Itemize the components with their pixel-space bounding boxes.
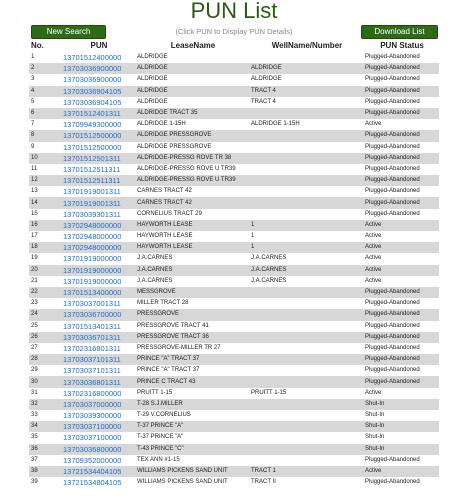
table-row <box>29 253 439 264</box>
row-number: 17 <box>31 233 38 240</box>
pun-link[interactable]: 13701513401311 <box>63 321 121 331</box>
pun-status: Plugged-Abandoned <box>363 63 439 74</box>
row-number: 21 <box>31 277 38 284</box>
new-search-button[interactable]: New Search <box>31 25 106 39</box>
pun-status: Active <box>363 265 439 276</box>
pun-link[interactable]: 13702316801311 <box>63 343 121 353</box>
lease-name: MESSGROVE <box>135 287 249 298</box>
table-row <box>29 309 439 320</box>
well-name <box>249 410 363 421</box>
row-number: 26 <box>29 332 61 343</box>
table-row <box>29 388 439 399</box>
pun-status: Active <box>363 466 439 477</box>
lease-name: T-29 V.CORNELIUS <box>137 412 191 419</box>
well-name: J.A.CARNES <box>249 265 363 276</box>
pun-link[interactable]: 13701919000000 <box>63 276 122 286</box>
well-name: TRACT II <box>251 479 276 486</box>
pun-status: Shut-In <box>363 444 439 455</box>
pun-status: Active <box>365 389 382 396</box>
row-number: 28 <box>29 354 61 365</box>
pun-status: Plugged-Abandoned <box>363 153 439 164</box>
pun-status: Plugged-Abandoned <box>365 76 420 83</box>
pun-status: Plugged-Abandoned <box>363 197 439 208</box>
pun-status: Plugged-Abandoned <box>365 479 420 486</box>
pun-status: Shut-In <box>363 421 439 432</box>
pun-link[interactable]: 13701512511311 <box>61 175 135 186</box>
well-name <box>249 186 363 197</box>
pun-status: Plugged-Abandoned <box>365 300 420 307</box>
lease-name: PRESSGROVE <box>135 309 249 320</box>
pun-status: Plugged-Abandoned <box>365 367 420 374</box>
well-name <box>249 52 363 64</box>
well-name <box>249 354 363 365</box>
pun-link[interactable]: 13703037100000 <box>63 433 122 443</box>
table-row <box>29 142 439 153</box>
row-number: 18 <box>29 242 61 253</box>
pun-status: Plugged-Abandoned <box>363 332 439 343</box>
well-name <box>249 108 363 119</box>
pun-status: Plugged-Abandoned <box>363 287 439 298</box>
table-row <box>29 209 439 220</box>
well-name: ALDRIDGE <box>249 63 363 74</box>
row-number: 12 <box>29 175 61 186</box>
row-number: 9 <box>31 143 35 150</box>
table-body <box>29 52 439 489</box>
row-number: 3 <box>31 76 35 83</box>
page-subtitle: (Click PUN to Display PUN Details) <box>175 27 293 36</box>
column-header-lease: LeaseName <box>135 40 249 52</box>
lease-name: PRESSGROVE TRACT 41 <box>137 322 209 329</box>
pun-link[interactable]: 13701919001311 <box>61 197 135 208</box>
pun-link[interactable]: 13703037101311 <box>63 366 121 376</box>
lease-name: ALDRIDGE <box>137 98 168 105</box>
pun-status: Plugged-Abandoned <box>365 456 420 463</box>
pun-link[interactable]: 13721534404105 <box>61 466 135 477</box>
well-name <box>249 432 363 443</box>
pun-status: Active <box>365 233 382 240</box>
pun-status: Plugged-Abandoned <box>365 188 420 195</box>
lease-name: ALDRIDGE <box>135 63 249 74</box>
lease-name: PRINCE "A" TRACT 37 <box>135 354 249 365</box>
well-name <box>249 332 363 343</box>
lease-name: J.A.CARNES <box>135 265 249 276</box>
well-name <box>249 142 363 153</box>
row-number: 27 <box>31 344 38 351</box>
well-name: TRACT 1 <box>249 466 363 477</box>
lease-name: HAYWORTH LEASE <box>135 220 249 231</box>
well-name <box>249 399 363 410</box>
well-name <box>249 130 363 141</box>
pun-link[interactable]: 13701512400000 <box>63 53 122 63</box>
row-number: 35 <box>31 434 38 441</box>
row-number: 11 <box>31 165 38 172</box>
pun-status: Plugged-Abandoned <box>363 354 439 365</box>
lease-name: WILLIAMS PICKENS SAND UNIT <box>137 479 228 486</box>
pun-status: Plugged-Abandoned <box>363 86 439 97</box>
well-name <box>249 164 363 175</box>
table-row <box>29 86 439 97</box>
lease-name: ALDRIDGE-PRESSG ROVE TR 38 <box>135 153 249 164</box>
row-number: 30 <box>29 376 61 387</box>
pun-status: Plugged-Abandoned <box>363 108 439 119</box>
table-row <box>29 108 439 119</box>
table-row <box>29 421 439 432</box>
table-row <box>29 74 439 85</box>
well-name <box>249 175 363 186</box>
row-number: 31 <box>31 389 38 396</box>
pun-link[interactable]: 13703039300000 <box>63 411 122 421</box>
row-number: 14 <box>29 197 61 208</box>
lease-name: TEX ANN #1-15 <box>137 456 180 463</box>
well-name: 1 <box>251 233 255 240</box>
pun-link[interactable]: 13701919001311 <box>63 187 121 197</box>
row-number: 39 <box>31 479 38 486</box>
lease-name: CARNES TRACT 42 <box>135 197 249 208</box>
well-name: ALDRIDGE <box>251 76 282 83</box>
pun-link[interactable]: 13721534804105 <box>63 478 122 488</box>
lease-name: HAYWORTH LEASE <box>137 233 193 240</box>
table-row <box>29 97 439 108</box>
pun-status: Plugged-Abandoned <box>363 175 439 186</box>
table-row <box>29 399 439 410</box>
table-row <box>29 343 439 354</box>
table-row <box>29 220 439 231</box>
table-row <box>29 354 439 365</box>
lease-name: HAYWORTH LEASE <box>135 242 249 253</box>
well-name: TRACT 4 <box>249 86 363 97</box>
pun-link[interactable]: 13709949300000 <box>63 120 122 130</box>
pun-link[interactable]: 13703036700000 <box>61 309 135 320</box>
pun-link[interactable]: 13702948000000 <box>61 242 135 253</box>
table-row <box>29 444 439 455</box>
row-number: 36 <box>29 444 61 455</box>
table-row <box>29 410 439 421</box>
pun-status: Plugged-Abandoned <box>363 130 439 141</box>
table-row <box>29 298 439 309</box>
pun-status: Active <box>365 255 382 262</box>
table-row <box>29 287 439 298</box>
table-row <box>29 231 439 242</box>
pun-status: Shut-In <box>365 434 385 441</box>
row-number: 33 <box>31 412 38 419</box>
row-number: 37 <box>31 456 38 463</box>
well-name <box>249 298 363 309</box>
pun-link[interactable]: 13709352000000 <box>63 455 122 465</box>
row-number: 7 <box>31 121 35 128</box>
pun-link[interactable]: 13703036800000 <box>61 444 135 455</box>
pun-status: Plugged-Abandoned <box>365 322 420 329</box>
pun-status: Active <box>363 242 439 253</box>
lease-name: ALDRIDGE TRACT 35 <box>135 108 249 119</box>
pun-link[interactable]: 13703036801311 <box>61 376 135 387</box>
well-name: 1 <box>249 242 363 253</box>
row-number: 20 <box>29 265 61 276</box>
row-number: 13 <box>31 188 38 195</box>
table-row <box>29 197 439 208</box>
row-number: 29 <box>31 367 38 374</box>
pun-status: Plugged-Abandoned <box>365 165 420 172</box>
row-number: 22 <box>29 287 61 298</box>
well-name <box>249 343 363 354</box>
table-row <box>29 175 439 186</box>
row-number: 25 <box>31 322 38 329</box>
pun-link[interactable]: 13703039301311 <box>63 209 121 219</box>
table-row <box>29 332 439 343</box>
table-row <box>29 265 439 276</box>
column-header-pun: PUN <box>61 40 135 52</box>
table-row <box>29 455 439 466</box>
well-name: 1 <box>249 220 363 231</box>
lease-name: CORNELIUS TRACT 29 <box>137 210 202 217</box>
pun-link[interactable]: 13702948000000 <box>61 220 135 231</box>
well-name: J.A.CARNES <box>251 277 287 284</box>
row-number: 4 <box>29 86 61 97</box>
table-row <box>29 376 439 387</box>
pun-table <box>29 40 439 488</box>
row-number: 19 <box>31 255 38 262</box>
pun-link[interactable]: 13703037000000 <box>61 399 135 410</box>
pun-link[interactable]: 13703036904105 <box>63 97 122 107</box>
lease-name: ALDRIDGE PRESSGROVE <box>135 130 249 141</box>
column-header-status: PUN Status <box>363 40 439 52</box>
table-header-row <box>29 40 439 52</box>
pun-link[interactable]: 13703037101311 <box>61 354 135 365</box>
lease-name: J.A.CARNES <box>137 277 173 284</box>
pun-link[interactable]: 13703036900000 <box>61 63 135 74</box>
pun-link[interactable]: 13703036701311 <box>61 332 135 343</box>
well-name <box>249 209 363 220</box>
row-number: 6 <box>29 108 61 119</box>
well-name <box>249 197 363 208</box>
pun-status: Shut-In <box>363 399 439 410</box>
page-title: PUN List <box>190 0 278 23</box>
download-list-button[interactable]: Download List <box>361 25 438 39</box>
table-row <box>29 432 439 443</box>
pun-link[interactable]: 13702948000000 <box>63 232 122 242</box>
row-number: 15 <box>31 210 38 217</box>
table-row <box>29 365 439 376</box>
pun-status: Plugged-Abandoned <box>363 309 439 320</box>
pun-status: Plugged-Abandoned <box>365 143 420 150</box>
row-number: 38 <box>29 466 61 477</box>
lease-name: ALDRIDGE <box>137 54 168 61</box>
pun-link[interactable]: 13703036900000 <box>63 75 122 85</box>
pun-link[interactable]: 13703037001311 <box>63 299 121 309</box>
well-name <box>249 365 363 376</box>
pun-link[interactable]: 13701919000000 <box>63 254 122 264</box>
table-row <box>29 186 439 197</box>
row-number: 23 <box>31 300 38 307</box>
lease-name: ALDRIDGE-PRESSG ROVE U TR39 <box>135 175 249 186</box>
lease-name: ALDRIDGE <box>135 86 249 97</box>
row-number: 10 <box>29 153 61 164</box>
lease-name: MILLER TRACT 28 <box>137 300 189 307</box>
pun-status: Shut-In <box>365 412 385 419</box>
row-number: 34 <box>29 421 61 432</box>
lease-name: ALDRIDGE-PRESSG ROVE U TR39 <box>137 165 236 172</box>
well-name <box>249 455 363 466</box>
row-number: 24 <box>29 309 61 320</box>
pun-link[interactable]: 13701512401311 <box>61 108 135 119</box>
row-number: 16 <box>29 220 61 231</box>
pun-status: Plugged-Abandoned <box>365 344 420 351</box>
pun-link[interactable]: 13701512500000 <box>61 130 135 141</box>
table-row <box>29 153 439 164</box>
pun-link[interactable]: 13703036904105 <box>61 86 135 97</box>
pun-status: Plugged-Abandoned <box>363 376 439 387</box>
table-row <box>29 130 439 141</box>
lease-name: ALDRIDGE <box>137 76 168 83</box>
table-row <box>29 242 439 253</box>
table-row <box>29 63 439 74</box>
well-name <box>249 376 363 387</box>
pun-link[interactable]: 13701513400000 <box>61 287 135 298</box>
well-name: PRUITT 1-15 <box>251 389 287 396</box>
pun-status: Plugged-Abandoned <box>365 210 420 217</box>
lease-name: ALDRIDGE 1-15H <box>137 121 186 128</box>
pun-link[interactable]: 13702316800000 <box>63 388 122 398</box>
lease-name: T-43 PRINCE "C" <box>135 444 249 455</box>
column-header-well: WellName/Number <box>249 40 363 52</box>
lease-name: T-28 S.J.MILLER <box>135 399 249 410</box>
lease-name: PRESSGROVE-MILLER TR 27 <box>137 344 221 351</box>
table-row <box>29 164 439 175</box>
lease-name: PRESSGROVE TRACT 36 <box>135 332 249 343</box>
lease-name: ALDRIDGE PRESSGROVE <box>137 143 212 150</box>
well-name <box>249 444 363 455</box>
well-name: J.A.CARNES <box>251 255 287 262</box>
lease-name: T-37 PRINCE "A" <box>137 434 184 441</box>
pun-status: Active <box>363 220 439 231</box>
well-name <box>249 421 363 432</box>
pun-status: Plugged-Abandoned <box>365 54 420 61</box>
pun-link[interactable]: 13701919000000 <box>61 265 135 276</box>
table-row <box>29 466 439 477</box>
pun-link[interactable]: 13703037100000 <box>61 421 135 432</box>
well-name <box>249 153 363 164</box>
table-row <box>29 276 439 287</box>
column-header-no: No. <box>29 40 61 52</box>
lease-name: CARNES TRACT 42 <box>137 188 192 195</box>
lease-name: PRINCE "A" TRACT 37 <box>137 367 200 374</box>
pun-link[interactable]: 13701512511311 <box>63 164 121 174</box>
lease-name: WILLIAMS PICKENS SAND UNIT <box>135 466 249 477</box>
row-number: 32 <box>29 399 61 410</box>
lease-name: PRINCE C TRACT 43 <box>135 376 249 387</box>
well-name <box>249 287 363 298</box>
lease-name: J.A.CARNES <box>137 255 173 262</box>
pun-link[interactable]: 13701512501311 <box>61 153 135 164</box>
well-name: ALDRIDGE 1-15H <box>251 121 300 128</box>
well-name <box>249 321 363 332</box>
table-row <box>29 119 439 130</box>
pun-status: Active <box>365 121 382 128</box>
lease-name: T-37 PRINCE "A" <box>135 421 249 432</box>
pun-status: Active <box>365 277 382 284</box>
table-row <box>29 477 439 488</box>
lease-name: PRUITT 1-15 <box>137 389 173 396</box>
pun-status: Plugged-Abandoned <box>365 98 420 105</box>
row-number: 5 <box>31 98 35 105</box>
row-number: 1 <box>31 54 35 61</box>
table-row <box>29 321 439 332</box>
table-row <box>29 52 439 64</box>
row-number: 2 <box>29 63 61 74</box>
pun-link[interactable]: 13701512500000 <box>63 142 122 152</box>
well-name: TRACT 4 <box>251 98 276 105</box>
well-name <box>249 309 363 320</box>
row-number: 8 <box>29 130 61 141</box>
